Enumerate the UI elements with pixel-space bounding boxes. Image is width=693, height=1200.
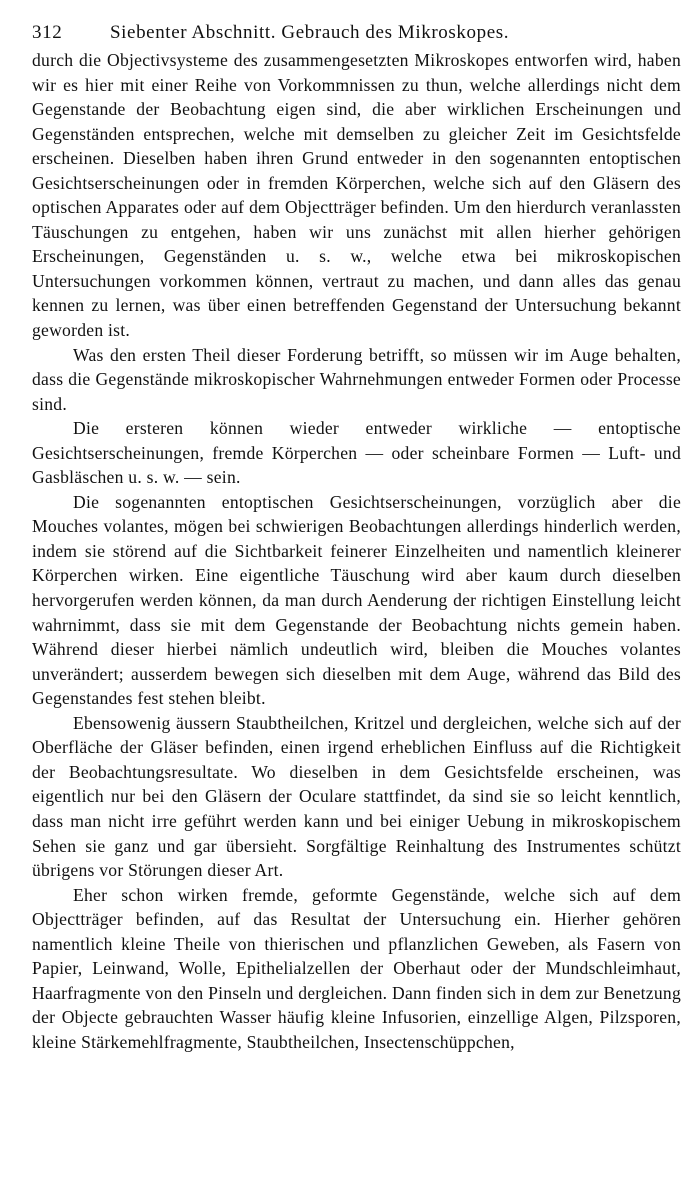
paragraph-continued: durch die Objectivsysteme des zusammengesetzten Mikroskopes entworfen wird, haben wir es hier mit einer Reihe von Vorkommnissen zu thun, welche allerdings nicht dem Gegenstande der Beobachtung eigen sind, die aber wirklichen Erscheinungen und Gegenständen entsprechen, welche mit demselben zu gleicher Zeit im Gesichtsfelde erscheinen. Dieselben haben ihren Grund entweder in den sogenannten entoptischen Gesichtserscheinungen oder in fremden Körperchen, welche sich auf den Gläsern des optischen Apparates oder auf dem Objectträger befinden. Um den hierdurch veranlassten Täuschungen zu entgehen, haben wir uns zunächst mit allen hierher gehörigen Erscheinungen, Gegenständen u. s. w., welche etwa bei mikroskopischen Untersuchungen vorkommen können, vertraut zu machen, und dann alles das genau kennen zu lernen, was über einen betreffenden Gegenstand der Untersuchung bekannt geworden ist. [32, 50, 681, 341]
paragraph: Was den ersten Theil dieser Forderung betrifft, so müssen wir im Auge behalten, dass die Gegenstände mikroskopischer Wahrnehmungen entweder Formen oder Processe sind. [32, 344, 681, 414]
paragraph: Eher schon wirken fremde, geformte Gegenstände, welche sich auf dem Objectträger befinden, auf das Resultat der Untersuchung ein. Hierher gehören namentlich kleine Theile von thierischen und pflanzlichen Geweben, als Fasern von Papier, Leinwand, Wolle, Epithelialzellen der Oberhaut oder der Mundschleimhaut, Haarfragmente von den Pinseln und dergleichen. Dann finden sich in dem zur Benetzung der Objecte gebrauchten Wasser häufig kleine Infusorien, einzellige Algen, Pilzsporen, kleine Stärkemehlfragmente, Staubtheilchen, Insectenschüppchen, [32, 884, 681, 1052]
paragraph: Die ersteren können wieder entweder wirkliche — entoptische Gesichtserscheinungen, fremde Körperchen — oder scheinbare Formen — Luft- und Gasbläschen u. s. w. — sein. [32, 418, 681, 488]
body-text [32, 48, 681, 1054]
paragraph: Ebensowenig äussern Staubtheilchen, Kritzel und dergleichen, welche sich auf der Oberfläche der Gläser befinden, einen irgend erheblichen Einfluss auf die Richtigkeit der Beobachtungsresultate. Wo dieselben in dem Gesichtsfelde erscheinen, was eigentlich nur bei den Gläsern der Oculare stattfindet, da sind sie so leicht kenntlich, dass man nicht irre geführt werden kann und bei einiger Uebung in mikroskopischem Sehen sie ganz und gar übersieht. Sorgfältige Reinhaltung des Instrumentes schützt übrigens vor Störungen dieser Art. [32, 712, 681, 881]
page-number: 312 [32, 22, 63, 43]
paragraph: Die sogenannten entoptischen Gesichtserscheinungen, vorzüglich aber die Mouches volantes, mögen bei schwierigen Beobachtungen allerdings hinderlich werden, indem sie störend auf die Sichtbarkeit feinerer Einzelheiten und namentlich kleinerer Körperchen wirken. Eine eigentliche Täuschung wird aber kaum durch dieselben hervorgerufen werden können, da man durch Aenderung der richtigen Einstellung leicht wahrnimmt, dass sie mit dem Gegenstande der Beobachtung nichts gemein haben. Während dieser hierbei nämlich undeutlich wird, bleiben die Mouches volantes unverändert; ausserdem bewegen sich dieselben mit dem Auge, während das Bild des Gegenstandes fest stehen bleibt. [32, 491, 681, 709]
page-header [32, 20, 681, 46]
running-title: Siebenter Abschnitt. Gebrauch des Mikroskopes. [110, 22, 510, 43]
